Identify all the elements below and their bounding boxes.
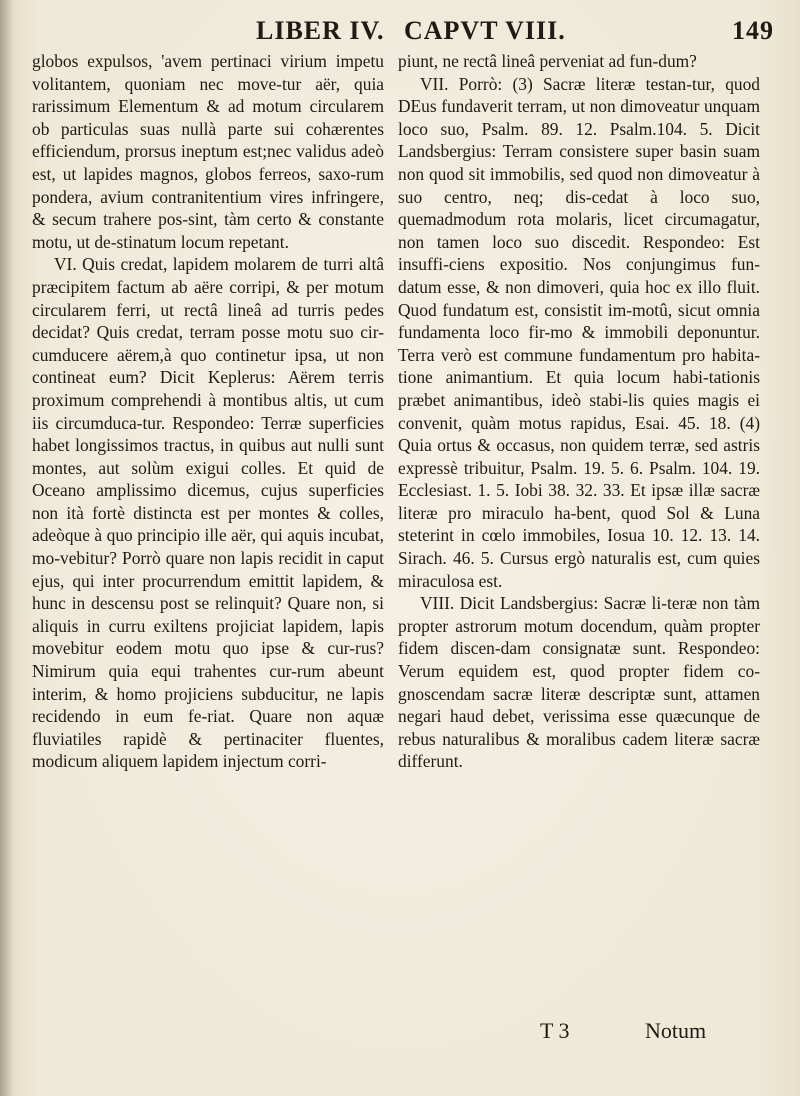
gutter-shadow [0, 0, 14, 1096]
running-header [0, 12, 800, 52]
page-number: 149 [732, 16, 774, 45]
paragraph: globos expulsos, 'avem pertinaci virium impetu volitantem, quoniam nec move-tur aër, quia rarissimum Elementum & ad motum circularem ob particulas suas nullà parte sui cohærentes efficiendum, prorsus ineptum est;nec validus adeò est, ut lapides magnos, globos ferreos, saxo-rum pondera, avium contranitentium vires infringere, & secum trahere pos-sint, tàm certo & constante motu, ut de-stinatum locum repetant. [32, 51, 384, 252]
paragraph: VIII. Dicit Landsbergius: Sacræ li-teræ non tàm propter astrorum motum docendum, quàm propter fidem discen-dam consignatæ sunt. Respondeo: Verum equidem est, quod propter fidem co-gnoscendam sacræ literæ descriptæ sunt, attamen negari haud debet, verissima esse quæcunque de rebus naturalibus & moralibus cadem literæ sacræ differunt. [398, 593, 760, 772]
catchword: Notum [645, 1018, 707, 1043]
right-text-column [398, 50, 760, 773]
paragraph: piunt, ne rectâ lineâ perveniat ad fun-dum? [398, 51, 697, 71]
paragraph: VII. Porrò: (3) Sacræ literæ testan-tur, quod DEus fundaverit terram, ut non dimoveatur unquam loco suo, Psalm. 89. 12. Psalm.104. 5. Dicit Landsbergius: Terram consistere super basin suam non quod sit immobilis, sed quod non dimoveatur à suo centro, neq; dis-cedat à loco suo, quemadmodum rota molaris, licet circumagatur, non tamen loco suo discedit. Respondeo: Est insuffi-ciens expositio. Nos conjungimus fun-datum esse, & non dimoveri, quia hoc ex illo fluit. Quod fundatum est, consistit im-motû, sicut omnia fundamenta loco fir-mo & immobili deponuntur. Terra verò est commune fundamentum pro habita-tione animantium. Et quia locum habi-tationis præbet animantibus, ideò stabi-lis quies magis ei convenit, quàm motus rapidus, Esai. 45. 18. (4) Quia ortus & occasus, non quidem terræ, sed astris expressè tribuitur, Psalm. 19. 5. 6. Psalm. 104. 19. Ecclesiast. 1. 5. Iobi 38. 32. 33. Et ipsæ illæ sacræ literæ pro miraculo ha-bent, quod Sol & Luna steterint in cœlo immobiles, Iosua 10. 12. 13. 14. Sirach. 46. 5. Cursus ergò naturalis est, cum quies miraculosa est. [398, 73, 760, 591]
paragraph: VI. Quis credat, lapidem molarem de turri altâ præcipitem factum ab aëre corripi, & per motum circularem ferri, ut rectâ lineâ ad turris pedes decidat? Quis credat, terram posse motu suo cir-cumducere aërem,à quo continetur ipsa, ut non contineat eum? Dicit Keplerus: Aërem terris proximum comprehendi à montibus altis, ut cum iis circumduca-tur. Respondeo: Terræ superficies habet longissimos tractus, in quibus aut nulli sunt montes, aut solùm exigui colles. Et quid de Oceano amplissimo dicemus, cujus superficies non ità fortè distincta est per montes & colles, adeòque à quo principio ille aër, qui aquis incubat, mo-vebitur? Porrò quare non lapis recidit in caput ejus, qui inter procurrendum emittit lapidem, & hunc in descensu post se relinquit? Quare non, si aliquis in curru exiltens projiciat lapidem, lapis movebitur eodem motu quo ipse & cur-rus? Nimirum quia equi trahentes cur-rum abeunt interim, & homo projiciens subducitur, ne lapis recidendo in eum fe-riat. Quare non aquæ fluviatiles rapidè & pertinaciter fluentes, modicum aliquem lapidem injectum corri- [32, 254, 384, 772]
left-running-head: LIBER IV. [256, 16, 385, 45]
left-text-column [32, 50, 384, 773]
page-footer [540, 1018, 776, 1044]
right-running-head: CAPVT VIII. [404, 16, 566, 45]
signature-mark: T 3 [540, 1018, 570, 1043]
